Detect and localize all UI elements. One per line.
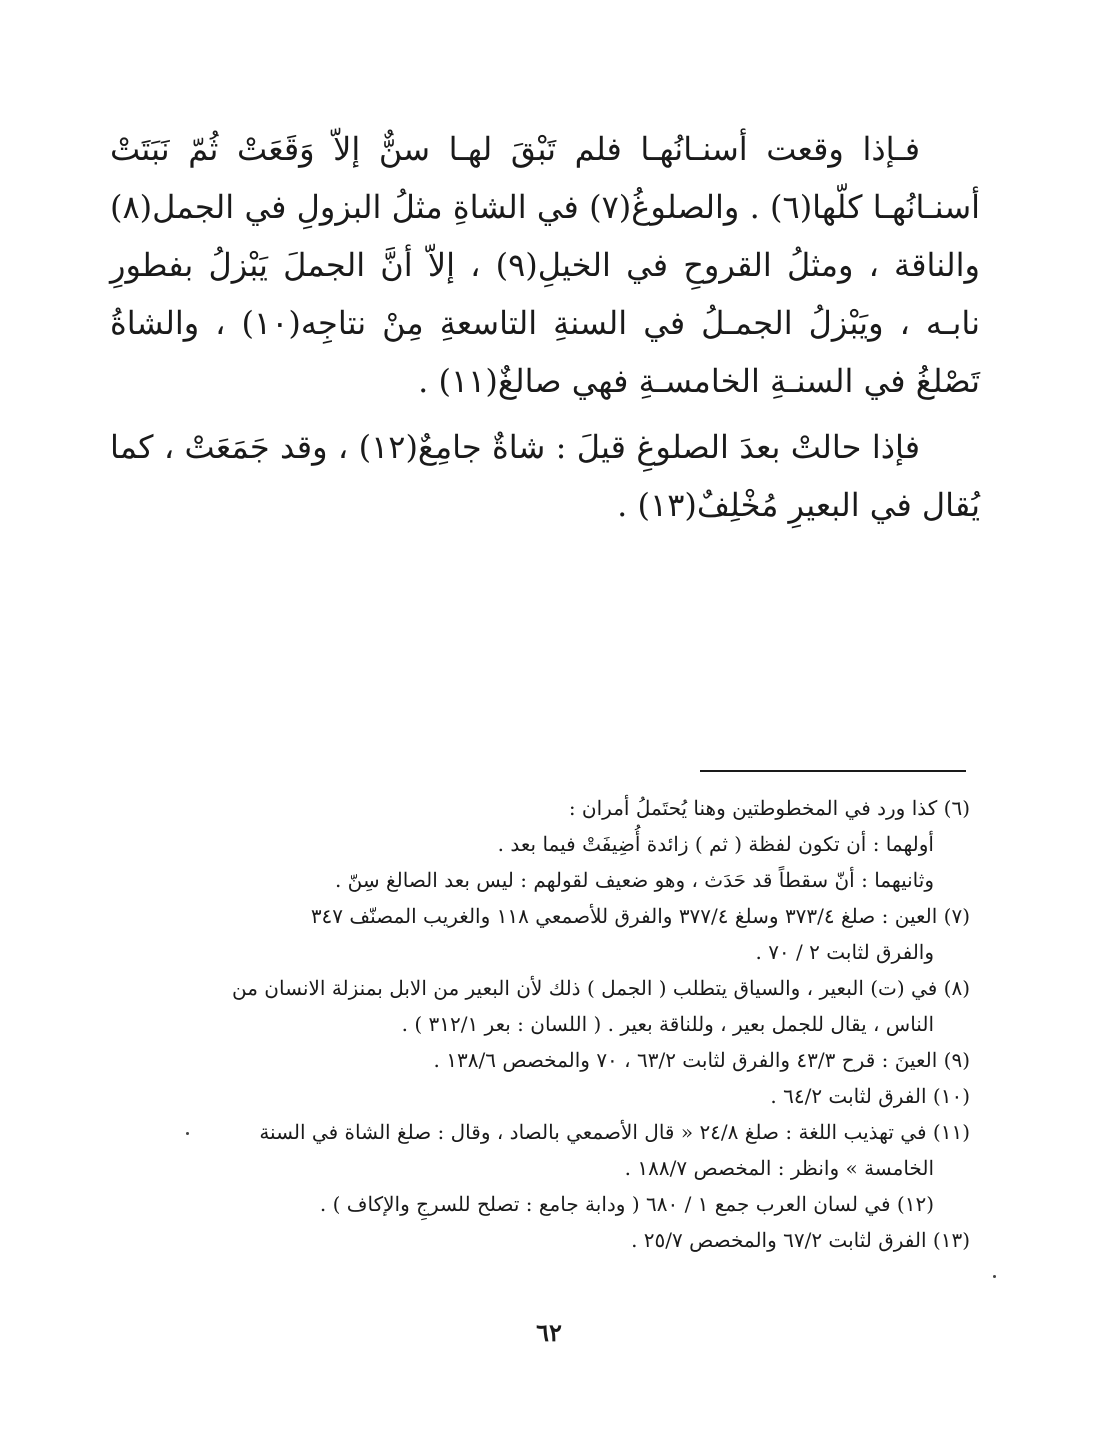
footnote-6-second: وثانيهما : أنّ سقطاً قد حَدَث ، وهو ضعيف لقولهم : ليس بعد الصالغ سِنّ . [334, 868, 934, 892]
scan-speck [993, 1275, 996, 1278]
footnote-9: (٩) العينَ : قرح ٤٣/٣ والفرق لثابت ٦٣/٢ ، ٧٠ والمخصص ١٣٨/٦ . [433, 1048, 970, 1072]
footnote-8: (٨) في (ت) البعير ، والسياق يتطلب ( الجمل ) ذلك لأن البعير من الابل بمنزلة الانسان من [232, 976, 970, 1000]
footnote-13: (١٣) الفرق لثابت ٦٧/٢ والمخصص ٢٥/٧ . [631, 1228, 970, 1252]
scan-speck [186, 1132, 189, 1135]
footnote-10: (١٠) الفرق لثابت ٦٤/٢ . [770, 1084, 970, 1108]
footnote-7: (٧) العين : صلغ ٣٧٣/٤ وسلغ ٣٧٧/٤ والفرق للأصمعي ١١٨ والغريب المصنّف ٣٤٧ [310, 904, 970, 928]
page-number: ٦٢ [536, 1318, 562, 1347]
footnote-12: (١٢) في لسان العرب جمع ١ / ٦٨٠ ( ودابة جامع : تصلح للسرجِ والإكاف ) . [319, 1192, 934, 1216]
footnote-11: (١١) في تهذيب اللغة : صلغ ٢٤/٨ « قال الأصمعي بالصاد ، وقال : صلغ الشاة في السنة [259, 1120, 970, 1144]
footnotes [120, 790, 970, 1258]
paragraph-1: فـإذا وقعت أسنـانُهـا فلم تَبْقَ لهـا سنٌّ إلاّ وَقَعَتْ ثُمّ نَبَتَتْ أسنـانُهـا كلّها(٦) . والصلوغُ(٧) في الشاةِ مثلُ البزولِ في الجمل(٨) والناقة ، ومثلُ القروحِ في الخيلِ(٩) ، إلاّ أنَّ الجملَ يَبْزلُ بفطورِ نابـه ، ويَبْزلُ الجمـلُ في السنةِ التاسعةِ مِنْ نتاجِه(١٠) ، والشاةُ تَصْلغُ في السنـةِ الخامسـةِ فهي صالغٌ(١١) . [110, 130, 981, 400]
footnote-6: (٦) كذا ورد في المخطوطتين وهنا يُحتَملُ أمران : [568, 796, 970, 820]
footnote-6-first: أولهما : أن تكون لفظة ( ثم ) زائدة أُضِيفَتْ فيما بعد . [497, 832, 934, 856]
footnote-divider [700, 770, 966, 772]
main-text [110, 120, 980, 542]
footnote-8-continuation: الناس ، يقال للجمل بعير ، وللناقة بعير . ( اللسان : بعر ٣١٢/١ ) . [401, 1012, 934, 1036]
footnote-11-continuation: الخامسة » وانظر : المخصص ١٨٨/٧ . [624, 1156, 934, 1180]
footnote-7-continuation: والفرق لثابت ٢ / ٧٠ . [755, 940, 934, 964]
paragraph-2: فإذا حالتْ بعدَ الصلوغِ قيلَ : شاةٌ جامِعٌ(١٢) ، وقد جَمَعَتْ ، كما يُقال في البعيرِ مُخْلِفٌ(١٣) . [110, 428, 980, 524]
